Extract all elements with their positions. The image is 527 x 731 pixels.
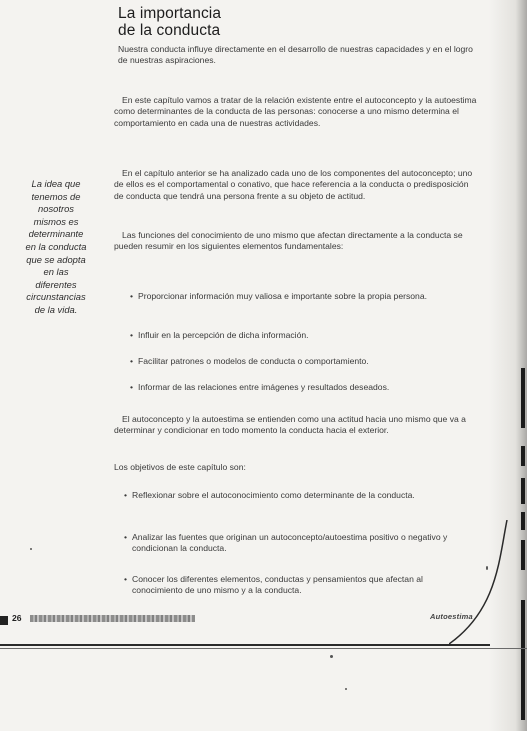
margin-note-line: en la conducta: [25, 240, 87, 252]
list-item: [130, 356, 474, 367]
page-title-line: La importancia: [118, 5, 222, 22]
list-item: [124, 574, 472, 597]
scan-edge-mark: [521, 368, 525, 428]
list-item-text: Reflexionar sobre el autoconocimiento como determinante de la conducta.: [132, 490, 415, 500]
scan-edge-mark: [521, 446, 525, 466]
list-item-text: Conocer los diferentes elementos, conductas y pensamientos que afectan al conocimiento de uno mismo y a la conducta.: [132, 574, 423, 596]
body-paragraph: Las funciones del conocimiento de uno mismo que afectan directamente a la conducta se pueden resumir en los siguientes elementos fundamentales:: [114, 230, 463, 252]
list-item-text: Analizar las fuentes que originan un autoconcepto/autoestima positivo o negativo y condicionan la conducta.: [132, 532, 448, 554]
list-item-text: Proporcionar información muy valiosa e importante sobre la propia persona.: [138, 291, 427, 301]
margin-note-line: tenemos de: [31, 190, 81, 202]
bullet-glyph: •: [124, 574, 128, 584]
margin-note-line: que se adopta: [26, 253, 86, 265]
footer-decorative-band: [30, 615, 195, 622]
bullet-glyph: •: [130, 382, 134, 392]
bullet-glyph: •: [124, 490, 128, 500]
body-paragraph: En este capítulo vamos a tratar de la relación existente entre el autoconcepto y la autoestima como determinantes de la conducta de las personas: conocerse a uno mismo determina el comportamiento en cada una de nuestras actividades.: [114, 95, 477, 128]
page-curl-shadow: [449, 520, 509, 660]
list-item: [124, 490, 472, 501]
margin-note: [6, 178, 106, 317]
footer-rule: [0, 644, 490, 646]
list-item: [130, 330, 474, 341]
scan-edge-mark: [521, 478, 525, 504]
scan-speck: [345, 688, 347, 690]
margin-note-line: determinante: [28, 228, 84, 240]
page-number: 26: [12, 613, 22, 623]
list-item-text: Informar de las relaciones entre imágenes y resultados deseados.: [138, 382, 390, 392]
scan-edge-mark: [521, 600, 525, 720]
list-item: [130, 382, 474, 393]
scan-edge-mark: [521, 540, 525, 570]
page-title-line: de la conducta: [118, 22, 221, 39]
body-paragraph: El autoconcepto y la autoestima se entienden como una actitud hacia uno mismo que va a determinar y condicionar en todo momento la conducta hacia el exterior.: [114, 414, 466, 436]
bullet-glyph: •: [130, 330, 134, 340]
scan-speck: [486, 566, 488, 570]
margin-note-line: en las: [43, 266, 69, 278]
bullet-glyph: •: [130, 291, 134, 301]
list-item-text: Facilitar patrones o modelos de conducta o comportamiento.: [138, 356, 369, 366]
margin-note-line: La idea que: [31, 178, 81, 189]
list-item-text: Influir en la percepción de dicha información.: [138, 330, 309, 340]
scan-edge-mark: [521, 512, 525, 530]
margin-note-line: circunstancias: [26, 291, 86, 303]
body-paragraph: Los objetivos de este capítulo son:: [114, 462, 246, 472]
page-title: [118, 5, 221, 39]
footer-rule: [0, 648, 527, 649]
list-item: [130, 291, 474, 302]
bullet-glyph: •: [124, 532, 128, 542]
running-footer: Autoestima: [430, 612, 473, 621]
intro-paragraph: Nuestra conducta influye directamente en el desarrollo de nuestras capacidades y en el logro de nuestras aspiraciones.: [118, 44, 473, 66]
page-number-marker: [0, 616, 8, 625]
scan-speck: [30, 548, 32, 550]
list-item: [124, 532, 472, 555]
body-paragraph: En el capítulo anterior se ha analizado cada uno de los componentes del autoconcepto; uno de ellos es el comportamental o conativo, que hace referencia a la conducta o predisposición de conducta que tendrá una persona frente a su objeto de actitud.: [114, 168, 473, 201]
scan-speck: [330, 655, 333, 658]
margin-note-line: nosotros: [38, 203, 74, 215]
bullet-glyph: •: [130, 356, 134, 366]
margin-note-line: mismos es: [33, 215, 79, 227]
margin-note-line: diferentes: [35, 278, 77, 290]
margin-note-line: de la vida.: [34, 303, 78, 315]
